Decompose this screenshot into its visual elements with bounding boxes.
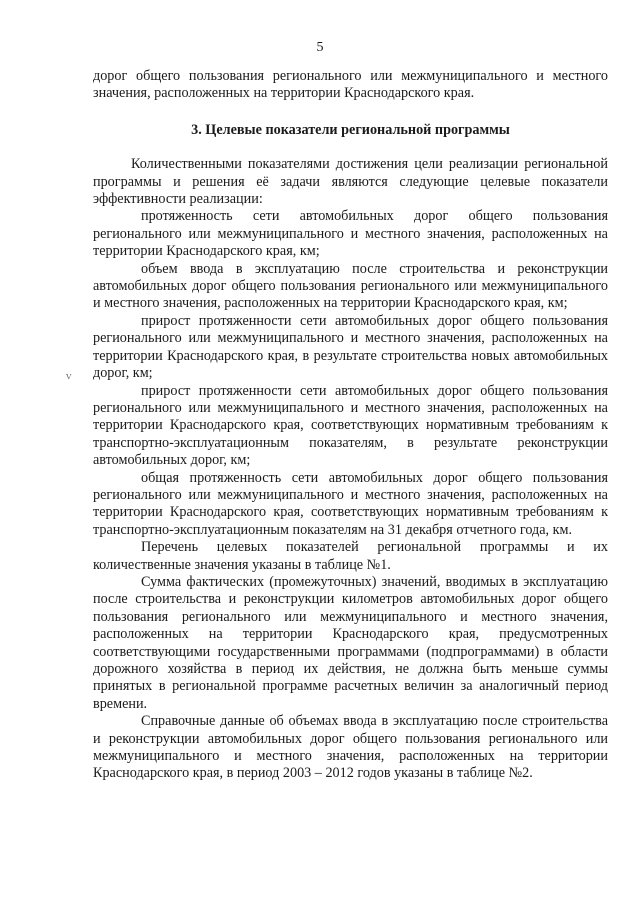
paragraph-8: Сумма фактических (промежуточных) значений, вводимых в эксплуатацию после строительства и реконструкции километров автомобильных дорог общего пользования регионального или межмуниципального и местного значения, расположенных на территории Краснодарского края, предусмотренных соответствующими государственными программами (подпрограммами) в области дорожного хозяйства в период их действия, не должна быть меньше суммы принятых в региональной программе расчетных величин за аналогичный период времени. [93, 573, 608, 712]
margin-mark: ⱽ [66, 372, 72, 386]
paragraph-1: Количественными показателями достижения цели реализации региональной программы и решения её задачи являются следующие целевые показатели эффективности реализации: [93, 156, 608, 208]
intro-text: дорог общего пользования регионального или межмуниципального и местного значения, расположенных на территории Краснодарского края. [93, 68, 608, 102]
paragraph-7: Перечень целевых показателей региональной программы и их количественные значения указаны в таблице №1. [93, 539, 608, 573]
paragraph-3: объем ввода в эксплуатацию после строительства и реконструкции автомобильных дорог общего пользования регионального или межмуниципального и местного значения, расположенных на территории Краснодарского края, км; [93, 260, 608, 312]
paragraph-9: Справочные данные об объемах ввода в эксплуатацию после строительства и реконструкции автомобильных дорог общего пользования регионального или межмуниципального и местного значения, расположенных на территории Краснодарского края, в период 2003 – 2012 годов указаны в таблице №2. [93, 713, 608, 782]
section-heading: 3. Целевые показатели региональной программы [191, 121, 510, 138]
page-number: 5 [316, 40, 324, 55]
paragraph-6: общая протяженность сети автомобильных дорог общего пользования регионального или межмуниципального и местного значения, расположенных на территории Краснодарского края, соответствующих нормативным требованиям к транспортно-эксплуатационным показателям на 31 декабря отчетного года, км. [93, 469, 608, 538]
paragraph-4: прирост протяженности сети автомобильных дорог общего пользования регионального или межмуниципального и местного значения, расположенных на территории Краснодарского края, в результате строительства новых автомобильных дорог, км; [93, 312, 608, 382]
paragraph-2: протяженность сети автомобильных дорог общего пользования регионального или межмуниципального и местного значения, расположенных на территории Краснодарского края, км; [93, 208, 608, 260]
document-body [93, 68, 608, 783]
paragraph-5: прирост протяженности сети автомобильных дорог общего пользования регионального или межмуниципального и местного значения, расположенных на территории Краснодарского края, соответствующих нормативным требованиям к транспортно-эксплуатационным показателям, в результате реконструкции автомобильных дорог, км; [93, 382, 608, 469]
